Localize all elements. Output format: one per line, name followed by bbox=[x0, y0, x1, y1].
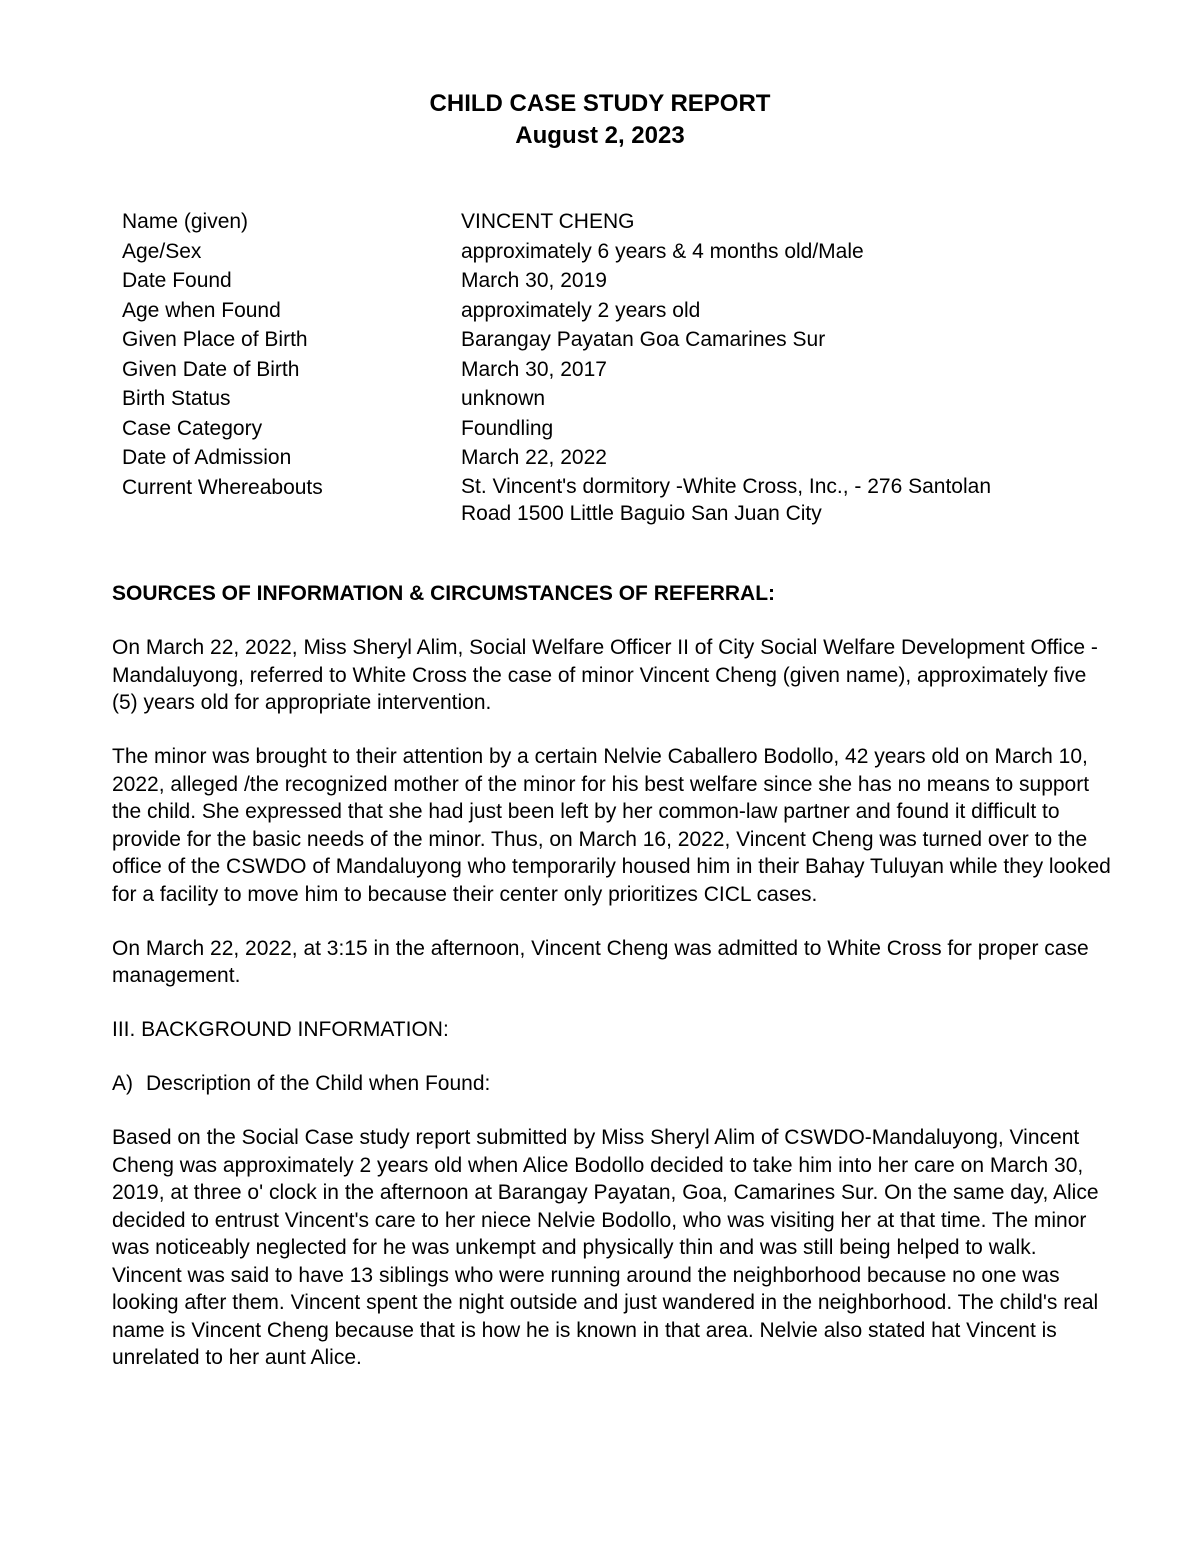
info-label: Name (given) bbox=[122, 210, 249, 233]
info-label: Age/Sex bbox=[122, 239, 202, 263]
info-label: Current Whereabouts bbox=[122, 475, 323, 499]
info-label: Date Found bbox=[122, 269, 232, 292]
info-row-name bbox=[122, 207, 1001, 237]
subsection-a-label: Description of the Child when Found: bbox=[146, 1072, 491, 1095]
info-row-place-of-birth bbox=[122, 325, 1001, 355]
referral-heading: SOURCES OF INFORMATION & CIRCUMSTANCES OF REFERRAL: bbox=[112, 582, 776, 605]
info-label: Birth Status bbox=[122, 387, 231, 410]
info-value: VINCENT CHENG bbox=[461, 210, 635, 233]
child-info-table bbox=[122, 207, 1001, 528]
info-row-date-found bbox=[122, 266, 1001, 296]
info-label: Date of Admission bbox=[122, 446, 292, 469]
background-heading: III. BACKGROUND INFORMATION: bbox=[112, 1018, 449, 1041]
info-row-case-category bbox=[122, 414, 1001, 444]
info-row-date-of-birth bbox=[122, 355, 1001, 385]
info-row-age-when-found bbox=[122, 296, 1001, 326]
info-value: St. Vincent's dormitory -White Cross, Inc., - 276 Santolan Road 1500 Little Baguio San Juan City bbox=[461, 474, 992, 525]
info-row-current-whereabouts bbox=[122, 473, 1001, 528]
info-value: March 30, 2017 bbox=[461, 357, 607, 381]
info-label: Given Place of Birth bbox=[122, 328, 308, 351]
info-value: March 22, 2022 bbox=[461, 446, 607, 469]
info-row-age-sex bbox=[122, 237, 1001, 267]
info-row-date-of-admission bbox=[122, 443, 1001, 473]
report-date: August 2, 2023 bbox=[515, 122, 685, 149]
info-value: approximately 2 years old bbox=[461, 298, 701, 322]
referral-paragraph-1: On March 22, 2022, Miss Sheryl Alim, Social Welfare Officer II of City Social Welfare Development Office - Mandaluyong, referred to White Cross the case of minor Vincent Cheng (given name), approximately five (5) years old for appropriate intervention. bbox=[112, 636, 1098, 714]
subsection-a bbox=[112, 1070, 1112, 1098]
referral-paragraph-3: On March 22, 2022, at 3:15 in the afternoon, Vincent Cheng was admitted to White Cross for proper case management. bbox=[112, 936, 1089, 987]
info-value: unknown bbox=[461, 387, 546, 410]
info-row-birth-status bbox=[122, 384, 1001, 414]
info-label: Age when Found bbox=[122, 298, 281, 322]
info-value: approximately 6 years & 4 months old/Male bbox=[461, 239, 864, 263]
background-paragraph-1: Based on the Social Case study report submitted by Miss Sheryl Alim of CSWDO-Mandaluyong, Vincent Cheng was approximately 2 years old when Alice Bodollo decided to take him into her care on March 30, 2019, at three o' clock in the afternoon at Barangay Payatan, Goa, Camarines Sur. On the same day, Alice decided to entrust Vincent's care to her niece Nelvie Bodollo, who was visiting her at that time. The minor was noticeably neglected for he was unkempt and physically thin and was still being helped to walk. Vincent was said to have 13 siblings who were running around the neighborhood because no one was looking after them. Vincent spent the night outside and just wandered in the neighborhood. The child's real name is Vincent Cheng because that is how he is known in that area. Nelvie also stated hat Vincent is unrelated to her aunt Alice. bbox=[112, 1126, 1099, 1369]
subsection-a-marker: A) bbox=[112, 1072, 133, 1095]
info-value: Foundling bbox=[461, 416, 554, 440]
report-body bbox=[112, 580, 1112, 1398]
info-label: Given Date of Birth bbox=[122, 357, 300, 381]
referral-paragraph-2: The minor was brought to their attention by a certain Nelvie Caballero Bodollo, 42 years old on March 10, 2022, alleged /the recognized mother of the minor for his best welfare since she has no means to support the child. She expressed that she had just been left by her common-law partner and found it difficult to provide for the basic needs of the minor. Thus, on March 16, 2022, Vincent Cheng was turned over to the office of the CSWDO of Mandaluyong who temporarily housed him in their Bahay Tuluyan while they looked for a facility to move him to because their center only prioritizes CICL cases. bbox=[112, 745, 1111, 906]
report-title: CHILD CASE STUDY REPORT bbox=[429, 90, 771, 117]
info-value: March 30, 2019 bbox=[461, 269, 607, 292]
report-header bbox=[0, 88, 1200, 152]
info-value: Barangay Payatan Goa Camarines Sur bbox=[461, 328, 826, 351]
info-label: Case Category bbox=[122, 416, 263, 440]
